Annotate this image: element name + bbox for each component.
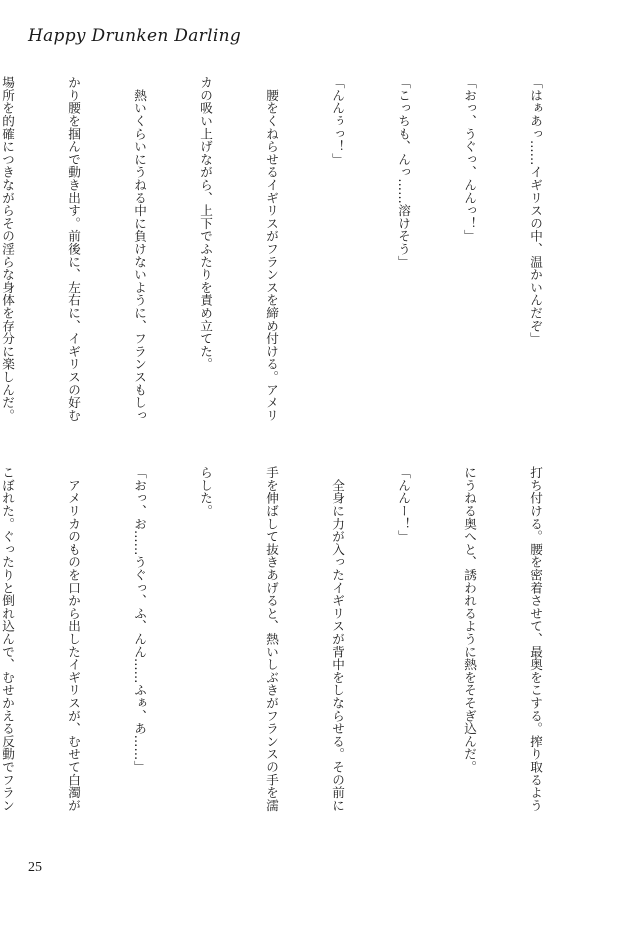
text-line: 「おっ、うぐっ、んんっ！」 xyxy=(462,76,477,243)
text-line: 腰をくねらせるイギリスがフランスを締め付ける。アメリ xyxy=(264,76,279,422)
text-line: 「こっちも、んっ……溶けそう」 xyxy=(396,76,411,268)
text-line: 手を伸ばして抜きあげると、熱いしぶきがフランスの手を濡 xyxy=(264,466,279,812)
text-line: 打ち付ける。腰を密着させて、最奥をこする。搾り取るよう xyxy=(528,466,543,812)
text-line: アメリカのものを口から出したイギリスが、むせて白濁が xyxy=(66,466,81,812)
text-line: 「んんぅっ！」 xyxy=(330,76,345,166)
text-line: にうねる奥へと、誘われるように熱をそそぎ込んだ。 xyxy=(462,466,477,774)
page-number: 25 xyxy=(28,860,42,875)
text-line: 「おっ、お……うぐっ、ふ、んん……ふぁ、あ……」 xyxy=(132,466,147,774)
text-line: 「んんー！」 xyxy=(396,466,411,543)
body-text-bottom xyxy=(0,466,590,842)
text-line: 全身に力が入ったイギリスが背中をしならせる。その前に xyxy=(330,466,345,812)
running-header: Happy Drunken Darling xyxy=(28,26,241,46)
text-line: 「はぁあっ……イギリスの中、温かいんだぞ」 xyxy=(528,76,543,345)
text-line: こぼれた。ぐったりと倒れ込んで、むせかえる反動でフラン xyxy=(0,466,15,812)
text-line: らした。 xyxy=(198,466,213,518)
text-line: かり腰を掴んで動き出す。前後に、左右に、イギリスの好む xyxy=(66,76,81,422)
text-line: 場所を的確につきながらその淫らな身体を存分に楽しんだ。 xyxy=(0,76,15,422)
text-line: カの吸い上げながら、上下でふたりを責め立てた。 xyxy=(198,76,213,371)
text-line: 熱いくらいにうねる中に負けないように、フランスもしっ xyxy=(132,76,147,422)
body-text-top xyxy=(0,76,590,452)
